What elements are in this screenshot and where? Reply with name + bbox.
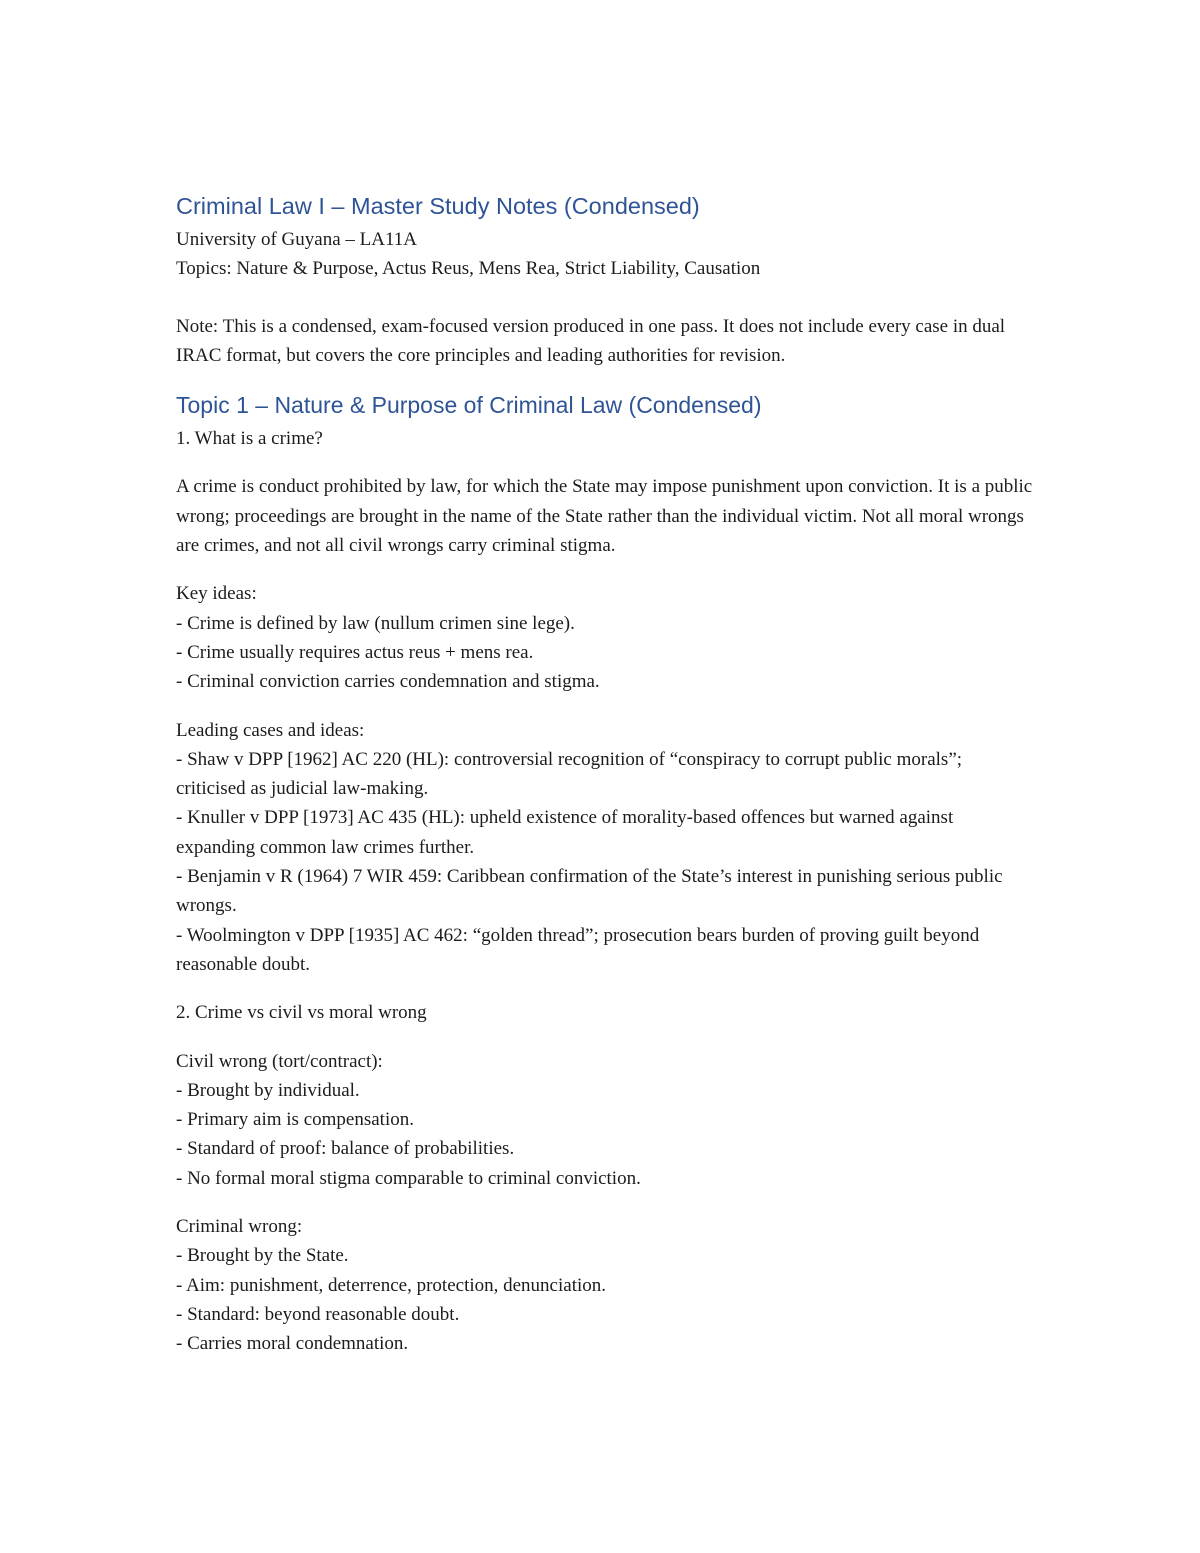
- key-ideas-label: Key ideas:: [176, 583, 257, 605]
- civil-wrong-item: - Primary aim is compensation.: [176, 1109, 414, 1131]
- criminal-wrong-item: - Carries moral condemnation.: [176, 1333, 409, 1355]
- criminal-wrong-label: Criminal wrong:: [176, 1216, 303, 1238]
- spacer: [176, 560, 1036, 579]
- note-paragraph: Note: This is a condensed, exam-focused version produced in one pass. It does not include every case in dual IRAC format, but covers the core principles and leading authorities for revision.: [176, 315, 1006, 366]
- topics-line: Topics: Nature & Purpose, Actus Reus, Mens Rea, Strict Liability, Causation: [176, 258, 761, 280]
- question-1: 1. What is a crime?: [176, 428, 323, 450]
- case-item: - Shaw v DPP [1962] AC 220 (HL): controversial recognition of “conspiracy to corrupt public morals”; criticised as judicial law-making.: [176, 748, 963, 800]
- civil-wrong-label: Civil wrong (tort/contract):: [176, 1050, 383, 1072]
- document-title: Criminal Law I – Master Study Notes (Condensed): [176, 193, 700, 219]
- institution-line: University of Guyana – LA11A: [176, 229, 417, 250]
- civil-wrong-item: - Standard of proof: balance of probabilities.: [176, 1138, 515, 1160]
- civil-wrong-item: - Brought by individual.: [176, 1079, 360, 1101]
- spacer: [176, 370, 1036, 389]
- question-2: 2. Crime vs civil vs moral wrong: [176, 1002, 427, 1024]
- spacer: [176, 697, 1036, 716]
- case-item: - Knuller v DPP [1973] AC 435 (HL): upheld existence of morality-based offences but warned against expanding common law crimes further.: [176, 807, 954, 858]
- key-idea-item: - Crime is defined by law (nullum crimen sine lege).: [176, 612, 575, 634]
- definition-paragraph: A crime is conduct prohibited by law, for which the State may impose punishment upon conviction. It is a public wrong; proceedings are brought in the name of the State rather than the individual victim. Not all moral wrongs are crimes, and not all civil wrongs carry criminal stigma.: [176, 476, 1033, 557]
- topic1-heading: Topic 1 – Nature & Purpose of Criminal Law (Condensed): [176, 392, 762, 419]
- spacer: [176, 979, 1036, 998]
- spacer: [176, 284, 1036, 312]
- criminal-wrong-item: - Aim: punishment, deterrence, protection, denunciation.: [176, 1274, 607, 1296]
- key-idea-item: - Crime usually requires actus reus + mens rea.: [176, 641, 534, 663]
- criminal-wrong-item: - Brought by the State.: [176, 1245, 349, 1267]
- civil-wrong-item: - No formal moral stigma comparable to criminal conviction.: [176, 1167, 641, 1189]
- criminal-wrong-item: - Standard: beyond reasonable doubt.: [176, 1303, 460, 1325]
- spacer: [176, 1028, 1036, 1047]
- document-page: [176, 190, 1036, 1359]
- case-item: - Woolmington v DPP [1935] AC 462: “golden thread”; prosecution bears burden of proving guilt beyond reasonable doubt.: [176, 924, 980, 975]
- spacer: [176, 1193, 1036, 1212]
- cases-label: Leading cases and ideas:: [176, 719, 365, 741]
- case-item: - Benjamin v R (1964) 7 WIR 459: Caribbean confirmation of the State’s interest in punishing serious public wrongs.: [176, 866, 1003, 917]
- spacer: [176, 453, 1036, 472]
- key-idea-item: - Criminal conviction carries condemnation and stigma.: [176, 671, 600, 693]
